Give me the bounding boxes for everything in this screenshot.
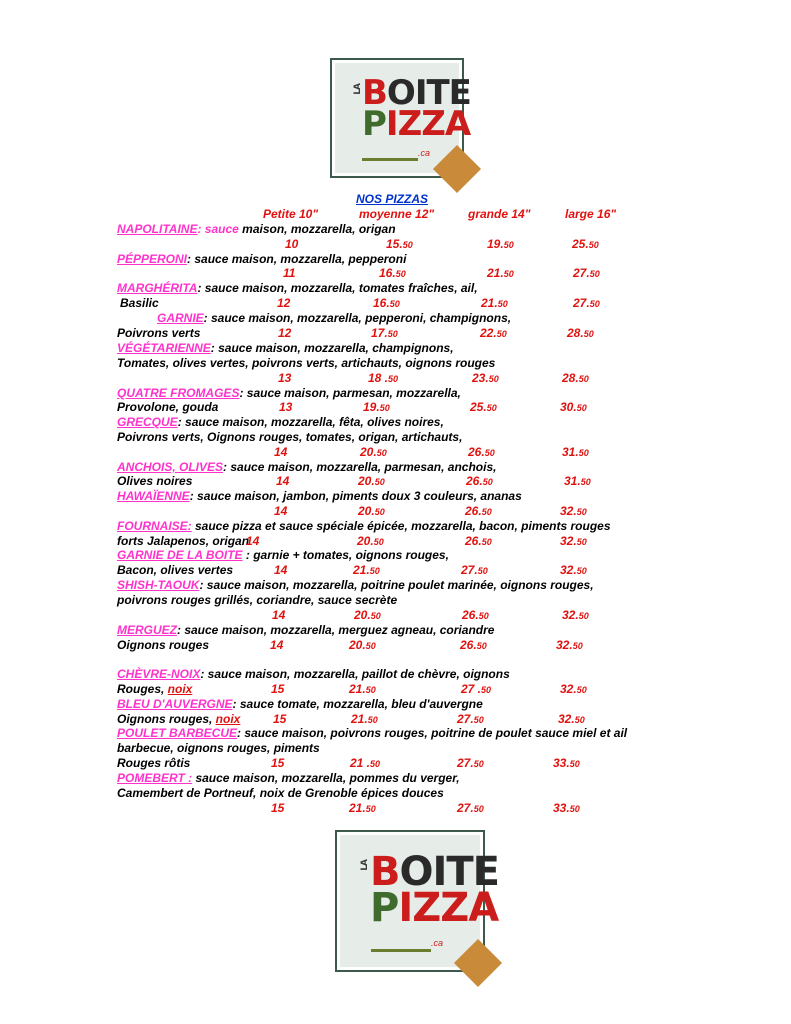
poulet-cont: barbecue, oignons rouges, piments xyxy=(117,741,320,755)
hawaienne-price-3: 32.50 xyxy=(560,504,587,518)
chevre-price-1: 21.50 xyxy=(349,682,376,696)
poulet-price-1: 21 .50 xyxy=(350,756,381,770)
vegetarienne-price-2: 23.50 xyxy=(472,371,499,385)
anchois-price-2: 26.50 xyxy=(466,474,493,488)
napolitaine-price-1: 15.50 xyxy=(386,237,413,251)
merguez-line: MERGUEZ: sauce maison, mozzarella, merguez agneau, coriandre xyxy=(117,623,495,637)
fournaise-price-1: 20.50 xyxy=(357,534,384,548)
napolitaine-line: NAPOLITAINE: sauce maison, mozzarella, origan xyxy=(117,222,396,236)
header-grande: grande 14" xyxy=(468,207,531,221)
anchois-line: ANCHOIS, OLIVES: sauce maison, mozzarella, parmesan, anchois, xyxy=(117,460,497,474)
chevre-price-2: 27 .50 xyxy=(461,682,492,696)
bleu-price-1: 21.50 xyxy=(351,712,378,726)
anchois-cont: Olives noires xyxy=(117,474,193,488)
margherita-price-3: 27.50 xyxy=(573,296,600,310)
bleu-price-3: 32.50 xyxy=(558,712,585,726)
chevre-cont: Rouges, noix xyxy=(117,682,193,696)
menu-title: NOS PIZZAS xyxy=(356,192,429,206)
vegetarienne-price-3: 28.50 xyxy=(562,371,589,385)
bleu-cont: Oignons rouges, noix xyxy=(117,712,241,726)
quatre-price-1: 19.50 xyxy=(363,400,390,414)
logo-b: B xyxy=(362,73,387,113)
merguez-price-1: 20.50 xyxy=(349,638,376,652)
chevre-price-3: 32.50 xyxy=(560,682,587,696)
hawaienne-price-2: 26.50 xyxy=(465,504,492,518)
garnie-price-2: 22.50 xyxy=(480,326,507,340)
chevre-noix: noix xyxy=(167,682,193,696)
quatre-price-2: 25.50 xyxy=(470,400,497,414)
pomebert-line: POMEBERT : sauce maison, mozzarella, pommes du verger, xyxy=(117,771,460,785)
pomebert-cont: Camembert de Portneuf, noix de Grenoble épices douces xyxy=(117,786,444,800)
pomebert-price-2: 27.50 xyxy=(457,801,484,815)
poulet-price-2: 27.50 xyxy=(457,756,484,770)
shish-price-2: 26.50 xyxy=(462,608,489,622)
vegetarienne-price-1: 18 .50 xyxy=(368,371,399,385)
bleu-price-0: 15 xyxy=(273,712,287,726)
fournaise-cont: forts Jalapenos, origan xyxy=(117,534,250,548)
shish-price-1: 20.50 xyxy=(354,608,381,622)
margherita-line: MARGHÉRITA: sauce maison, mozzarella, tomates fraîches, ail, xyxy=(117,281,478,295)
poulet-price-0: 15 xyxy=(271,756,285,770)
pepperoni-price-0: 11 xyxy=(283,266,296,280)
logo-bottom-ca: .ca xyxy=(431,938,444,948)
garnie-price-0: 12 xyxy=(278,326,292,340)
vegetarienne-price-0: 13 xyxy=(278,371,292,385)
chevre-price-0: 15 xyxy=(271,682,285,696)
logo-bottom-izza: IZZA xyxy=(398,885,499,931)
fournaise-price-0: 14 xyxy=(246,534,260,548)
logo-ca: .ca xyxy=(418,148,431,158)
pomebert-price-3: 33.50 xyxy=(553,801,580,815)
merguez-price-2: 26.50 xyxy=(460,638,487,652)
grecque-price-3: 31.50 xyxy=(562,445,589,459)
logo-p: P xyxy=(362,103,386,144)
garnie-price-1: 17.50 xyxy=(371,326,398,340)
poulet-price-3: 33.50 xyxy=(553,756,580,770)
pepperoni-price-2: 21.50 xyxy=(487,266,514,280)
header-large: large 16" xyxy=(565,207,617,221)
quatre-line: QUATRE FROMAGES: sauce maison, parmesan, mozzarella, xyxy=(117,386,461,400)
merguez-price-3: 32.50 xyxy=(556,638,583,652)
pomebert-price-1: 21.50 xyxy=(349,801,376,815)
quatre-cont: Provolone, gouda xyxy=(117,400,219,414)
anchois-price-3: 31.50 xyxy=(564,474,591,488)
logo-oite: OITE xyxy=(386,73,471,113)
garnie-price-3: 28.50 xyxy=(567,326,594,340)
bleu-noix: noix xyxy=(215,712,241,726)
margherita-price-0: 12 xyxy=(277,296,291,310)
vegetarienne-line: VÉGÉTARIENNE: sauce maison, mozzarella, champignons, xyxy=(117,341,454,355)
margherita-price-2: 21.50 xyxy=(481,296,508,310)
garnieboite-price-0: 14 xyxy=(274,563,288,577)
bleu-line: BLEU D'AUVERGNE: sauce tomate, mozzarella, bleu d'auvergne xyxy=(117,697,483,711)
hawaienne-price-0: 14 xyxy=(274,504,288,518)
margherita-cont: Basilic xyxy=(120,296,159,310)
vegetarienne-cont: Tomates, olives vertes, poivrons verts, artichauts, oignons rouges xyxy=(117,356,496,370)
hawaienne-line: HAWAÏENNE: sauce maison, jambon, piments doux 3 couleurs, ananas xyxy=(117,489,522,503)
fournaise-price-3: 32.50 xyxy=(560,534,587,548)
grecque-price-1: 20.50 xyxy=(360,445,387,459)
napolitaine-price-2: 19.50 xyxy=(487,237,514,251)
pepperoni-price-1: 16.50 xyxy=(379,266,406,280)
pepperoni-line: PÉPPERONI: sauce maison, mozzarella, pepperoni xyxy=(117,252,407,266)
quatre-price-0: 13 xyxy=(279,400,293,414)
logo-top xyxy=(330,58,471,178)
grecque-cont: Poivrons verts, Oignons rouges, tomates, origan, artichauts, xyxy=(117,430,463,444)
chevre-line: CHÈVRE-NOIX: sauce maison, mozzarella, paillot de chèvre, oignons xyxy=(117,667,510,681)
logo-bottom-la: LA xyxy=(360,860,370,871)
poulet-cont2: Rouges rôtis xyxy=(117,756,191,770)
logo-izza: IZZA xyxy=(385,103,471,144)
garnie-line: GARNIE: sauce maison, mozzarella, pepperoni, champignons, xyxy=(157,311,512,325)
garnieboite-price-3: 32.50 xyxy=(560,563,587,577)
logo-bottom-b: B xyxy=(370,849,400,895)
hawaienne-price-1: 20.50 xyxy=(358,504,385,518)
grecque-price-2: 26.50 xyxy=(468,445,495,459)
merguez-price-0: 14 xyxy=(270,638,284,652)
merguez-cont: Oignons rouges xyxy=(117,638,210,652)
napolitaine-price-3: 25.50 xyxy=(572,237,599,251)
anchois-price-0: 14 xyxy=(276,474,290,488)
garnieboite-cont: Bacon, olives vertes xyxy=(117,563,234,577)
pepperoni-price-3: 27.50 xyxy=(573,266,600,280)
logo-bottom xyxy=(335,830,499,972)
bleu-price-2: 27.50 xyxy=(457,712,484,726)
garnie-cont: Poivrons verts xyxy=(117,326,201,340)
quatre-price-3: 30.50 xyxy=(560,400,587,414)
fournaise-line: FOURNAISE: sauce pizza et sauce spéciale épicée, mozzarella, bacon, piments rouges xyxy=(117,519,611,533)
garnieboite-price-2: 27.50 xyxy=(461,563,488,577)
fournaise-price-2: 26.50 xyxy=(465,534,492,548)
garnieboite-price-1: 21.50 xyxy=(353,563,380,577)
logo-la: LA xyxy=(353,84,363,95)
grecque-line: GRECQUE: sauce maison, mozzarella, fêta, olives noires, xyxy=(117,415,444,429)
grecque-price-0: 14 xyxy=(274,445,288,459)
garnieboite-line: GARNIE DE LA BOITE : garnie + tomates, oignons rouges, xyxy=(117,548,449,562)
poulet-line: POULET BARBECUE: sauce maison, poivrons rouges, poitrine de poulet sauce miel et ail xyxy=(117,726,628,740)
pomebert-price-0: 15 xyxy=(271,801,285,815)
margherita-price-1: 16.50 xyxy=(373,296,400,310)
header-moyenne: moyenne 12" xyxy=(359,207,435,221)
shish-line: SHISH-TAOUK: sauce maison, mozzarella, poitrine poulet marinée, oignons rouges, xyxy=(117,578,594,592)
logo-bottom-oite: OITE xyxy=(399,849,499,895)
logo-bottom-p: P xyxy=(370,885,399,931)
napolitaine-price-0: 10 xyxy=(285,237,299,251)
shish-price-0: 14 xyxy=(272,608,286,622)
shish-cont: poivrons rouges grillés, coriandre, sauce secrète xyxy=(117,593,398,607)
header-petite: Petite 10" xyxy=(263,207,319,221)
shish-price-3: 32.50 xyxy=(562,608,589,622)
anchois-price-1: 20.50 xyxy=(358,474,385,488)
